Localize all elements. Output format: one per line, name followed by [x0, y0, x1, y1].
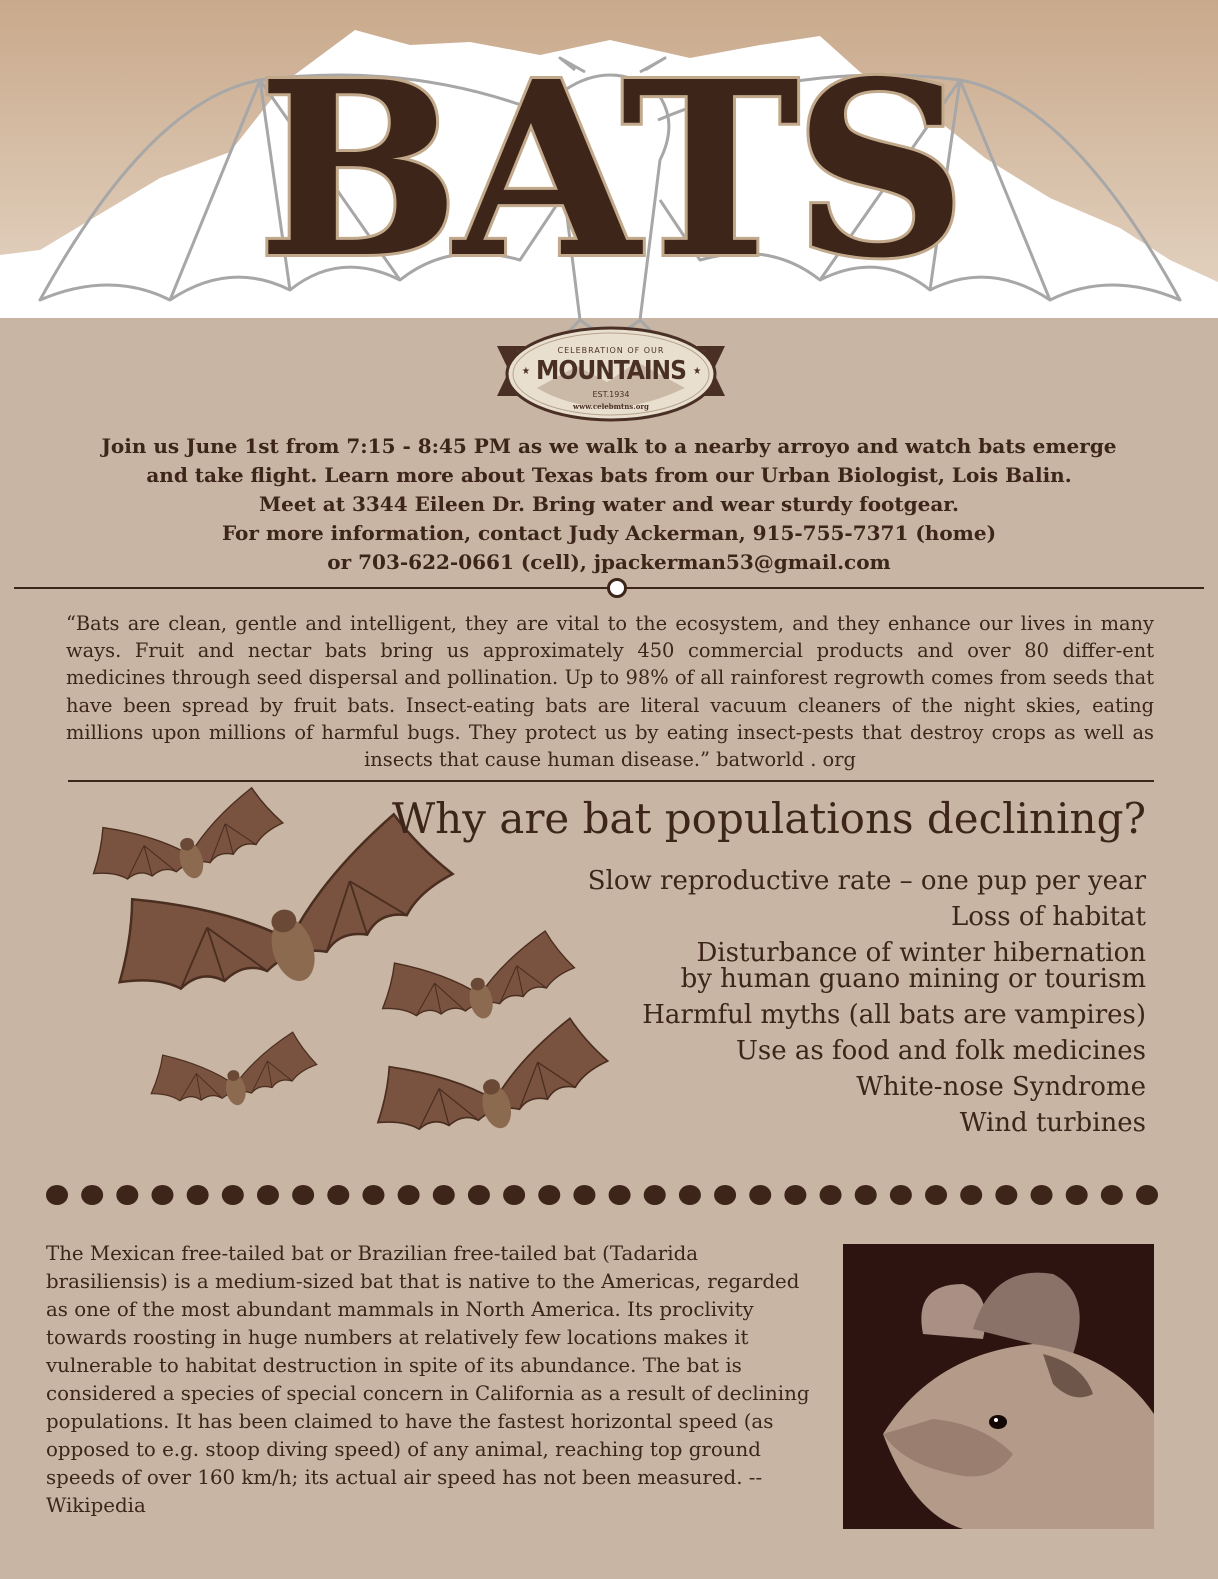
celebration-of-our-mountains-logo: [497, 326, 725, 424]
divider-dot: [433, 1185, 455, 1205]
star-icon: ★: [521, 366, 529, 377]
divider-dot: [679, 1185, 701, 1205]
event-line1-rest: as we walk to a nearby arroyo and watch bats emerge: [510, 434, 1117, 458]
reason-item: by human guano mining or tourism: [680, 964, 1146, 994]
event-line4: For more information, contact Judy Ackerman, 915-755-7371 (home): [221, 521, 997, 545]
divider-dot: [187, 1185, 209, 1205]
divider-dot: [538, 1185, 560, 1205]
reason-item: Harmful myths (all bats are vampires): [642, 1000, 1146, 1030]
event-line5: or 703-622-0661 (cell), jpackerman53@gmail.com: [327, 550, 891, 574]
divider-dot: [960, 1185, 982, 1205]
bat-icon: [83, 782, 291, 903]
star-icon: ★: [693, 366, 701, 377]
badge-line1: CELEBRATION OF OUR: [557, 346, 665, 355]
divider-dot: [644, 1185, 666, 1205]
reason-item: Wind turbines: [959, 1108, 1146, 1138]
divider-dot: [503, 1185, 525, 1205]
reason-item: White-nose Syndrome: [856, 1072, 1146, 1102]
event-line2: and take flight. Learn more about Texas bats from our Urban Biologist, Lois Balin.: [146, 463, 1072, 487]
divider-dot: [327, 1185, 349, 1205]
reason-item: Use as food and folk medicines: [736, 1036, 1146, 1066]
divider-dot: [1136, 1185, 1158, 1205]
batworld-quote: “Bats are clean, gentle and intelligent, they are vital to the ecosystem, and they enhance our lives in many ways. Fruit and nectar bats bring us approximately 450 commercial products and over 80 differ-ent medicines through seed dispersal and pollination. Up to 98% of all rainforest regrowth comes from seeds that have been spread by fruit bats. Insect-eating bats are literal vacuum cleaners of the night skies, eating millions upon millions of harmful bugs. They protect us by eating insect-pests that destroy crops as well as insects that cause human disease.” batworld . org: [66, 612, 1154, 772]
divider-dot: [81, 1185, 103, 1205]
divider-dot: [607, 578, 627, 598]
event-line3: Meet at 3344 Eileen Dr. Bring water and wear sturdy footgear.: [259, 492, 959, 516]
free-tailed-bat-photo: [843, 1244, 1154, 1529]
divider-dot: [1066, 1185, 1088, 1205]
divider-dot: [1031, 1185, 1053, 1205]
decline-heading: Why are bat populations declining?: [392, 794, 1146, 843]
badge-url: www.celebmtns.org: [573, 402, 649, 411]
dotted-divider: [46, 1184, 1158, 1206]
divider-dot: [468, 1185, 490, 1205]
event-date-time: Join us June 1st from 7:15 - 8:45 PM: [101, 434, 511, 458]
reason-item: Disturbance of winter hibernation: [696, 938, 1146, 968]
divider-dot: [222, 1185, 244, 1205]
divider-dot: [398, 1185, 420, 1205]
divider-dot: [995, 1185, 1017, 1205]
event-info: [20, 432, 1198, 577]
divider-dot: [784, 1185, 806, 1205]
divider-dot: [151, 1185, 173, 1205]
badge-name: [497, 356, 725, 386]
wikipedia-excerpt: The Mexican free-tailed bat or Brazilian free-tailed bat (Tadarida brasiliensis) is a medium-sized bat that is native to the Americas, regarded as one of the most abundant mammals in North America. Its proclivity towards roosting in huge numbers at relatively few locations makes it vulnerable to habitat destruction in spite of its abundance. The bat is considered a species of special concern in California as a result of declining populations. It has been claimed to have the fastest horizontal speed (as opposed to e.g. stoop diving speed) of any animal, reaching top ground speeds of over 160 km/h; its actual air speed has not been measured. -- Wikipedia: [46, 1242, 810, 1517]
divider-dot: [1101, 1185, 1123, 1205]
divider-dot: [257, 1185, 279, 1205]
divider-dot: [749, 1185, 771, 1205]
bat-icon: [145, 1029, 321, 1120]
divider-dot: [573, 1185, 595, 1205]
divider-dot: [46, 1185, 68, 1205]
divider-dot: [855, 1185, 877, 1205]
reason-item: Loss of habitat: [950, 902, 1146, 932]
badge-name-text: MOUNTAINS: [536, 356, 686, 386]
divider-dot: [609, 1185, 631, 1205]
divider-dot: [362, 1185, 384, 1205]
divider-dot: [820, 1185, 842, 1205]
divider-dot: [890, 1185, 912, 1205]
divider-dot: [292, 1185, 314, 1205]
divider-dot: [714, 1185, 736, 1205]
page-title: BATS: [257, 29, 961, 311]
event-line1: [20, 432, 1198, 461]
badge-est: EST.1934: [592, 390, 630, 399]
reason-item: Slow reproductive rate – one pup per year: [587, 866, 1146, 896]
decline-reasons-list: [440, 868, 1146, 1146]
divider-dot: [925, 1185, 947, 1205]
divider-dot: [116, 1185, 138, 1205]
